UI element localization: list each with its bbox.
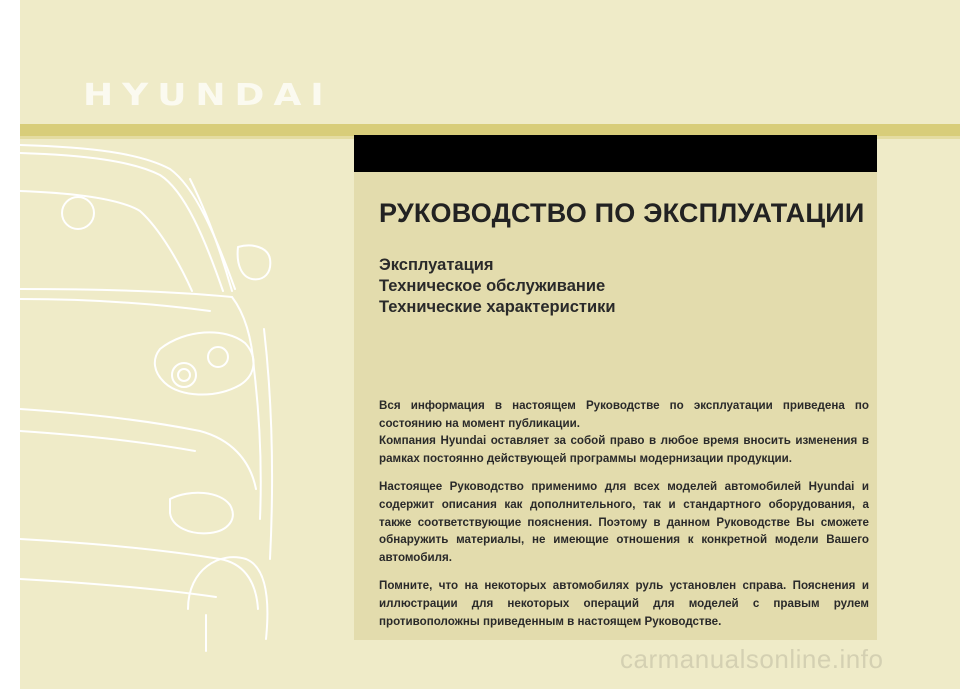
section-list [379,255,616,318]
section-item: Эксплуатация [379,256,494,274]
content-panel [354,135,877,640]
section-item: Технические характеристики [379,298,616,316]
paragraph [379,397,869,467]
section-item: Техническое обслуживание [379,277,606,295]
text-line: Компания Hyundai оставляет за собой право в любое время вносить изменения в рамках постоянно действующей программы модернизации продукции. [379,434,869,465]
manual-cover-page [20,0,960,689]
text-line: Настоящее Руководство применимо для всех моделей автомобилей Hyundai и содержит описания как дополнительного, так и стандартного оборудования, а также соответствующие пояснения. Поэтому в данном Руководстве Вы сможете обнаружить материалы, не имеющие отношения к конкретной модели Вашего автомобиля. [379,480,869,564]
paragraph [379,577,869,630]
text-line: Помните, что на некоторых автомобилях руль установлен справа. Пояснения и иллюстрации для некоторых операций для моделей с правым рулем противоположны приведенным в настоящем Руководстве. [379,579,869,628]
page-margin [0,0,20,689]
text-line: Вся информация в настоящем Руководстве по эксплуатации приведена по состоянию на момент публикации. [379,399,869,430]
disclaimer-text [379,397,869,630]
car-outline-illustration [20,139,280,659]
manual-title: РУКОВОДСТВО ПО ЭКСПЛУАТАЦИИ [379,198,865,228]
paragraph [379,478,869,566]
title-bar [354,135,877,172]
watermark: carmanualsonline.info [620,644,884,674]
hyundai-logo: HYUNDAI [83,78,333,113]
